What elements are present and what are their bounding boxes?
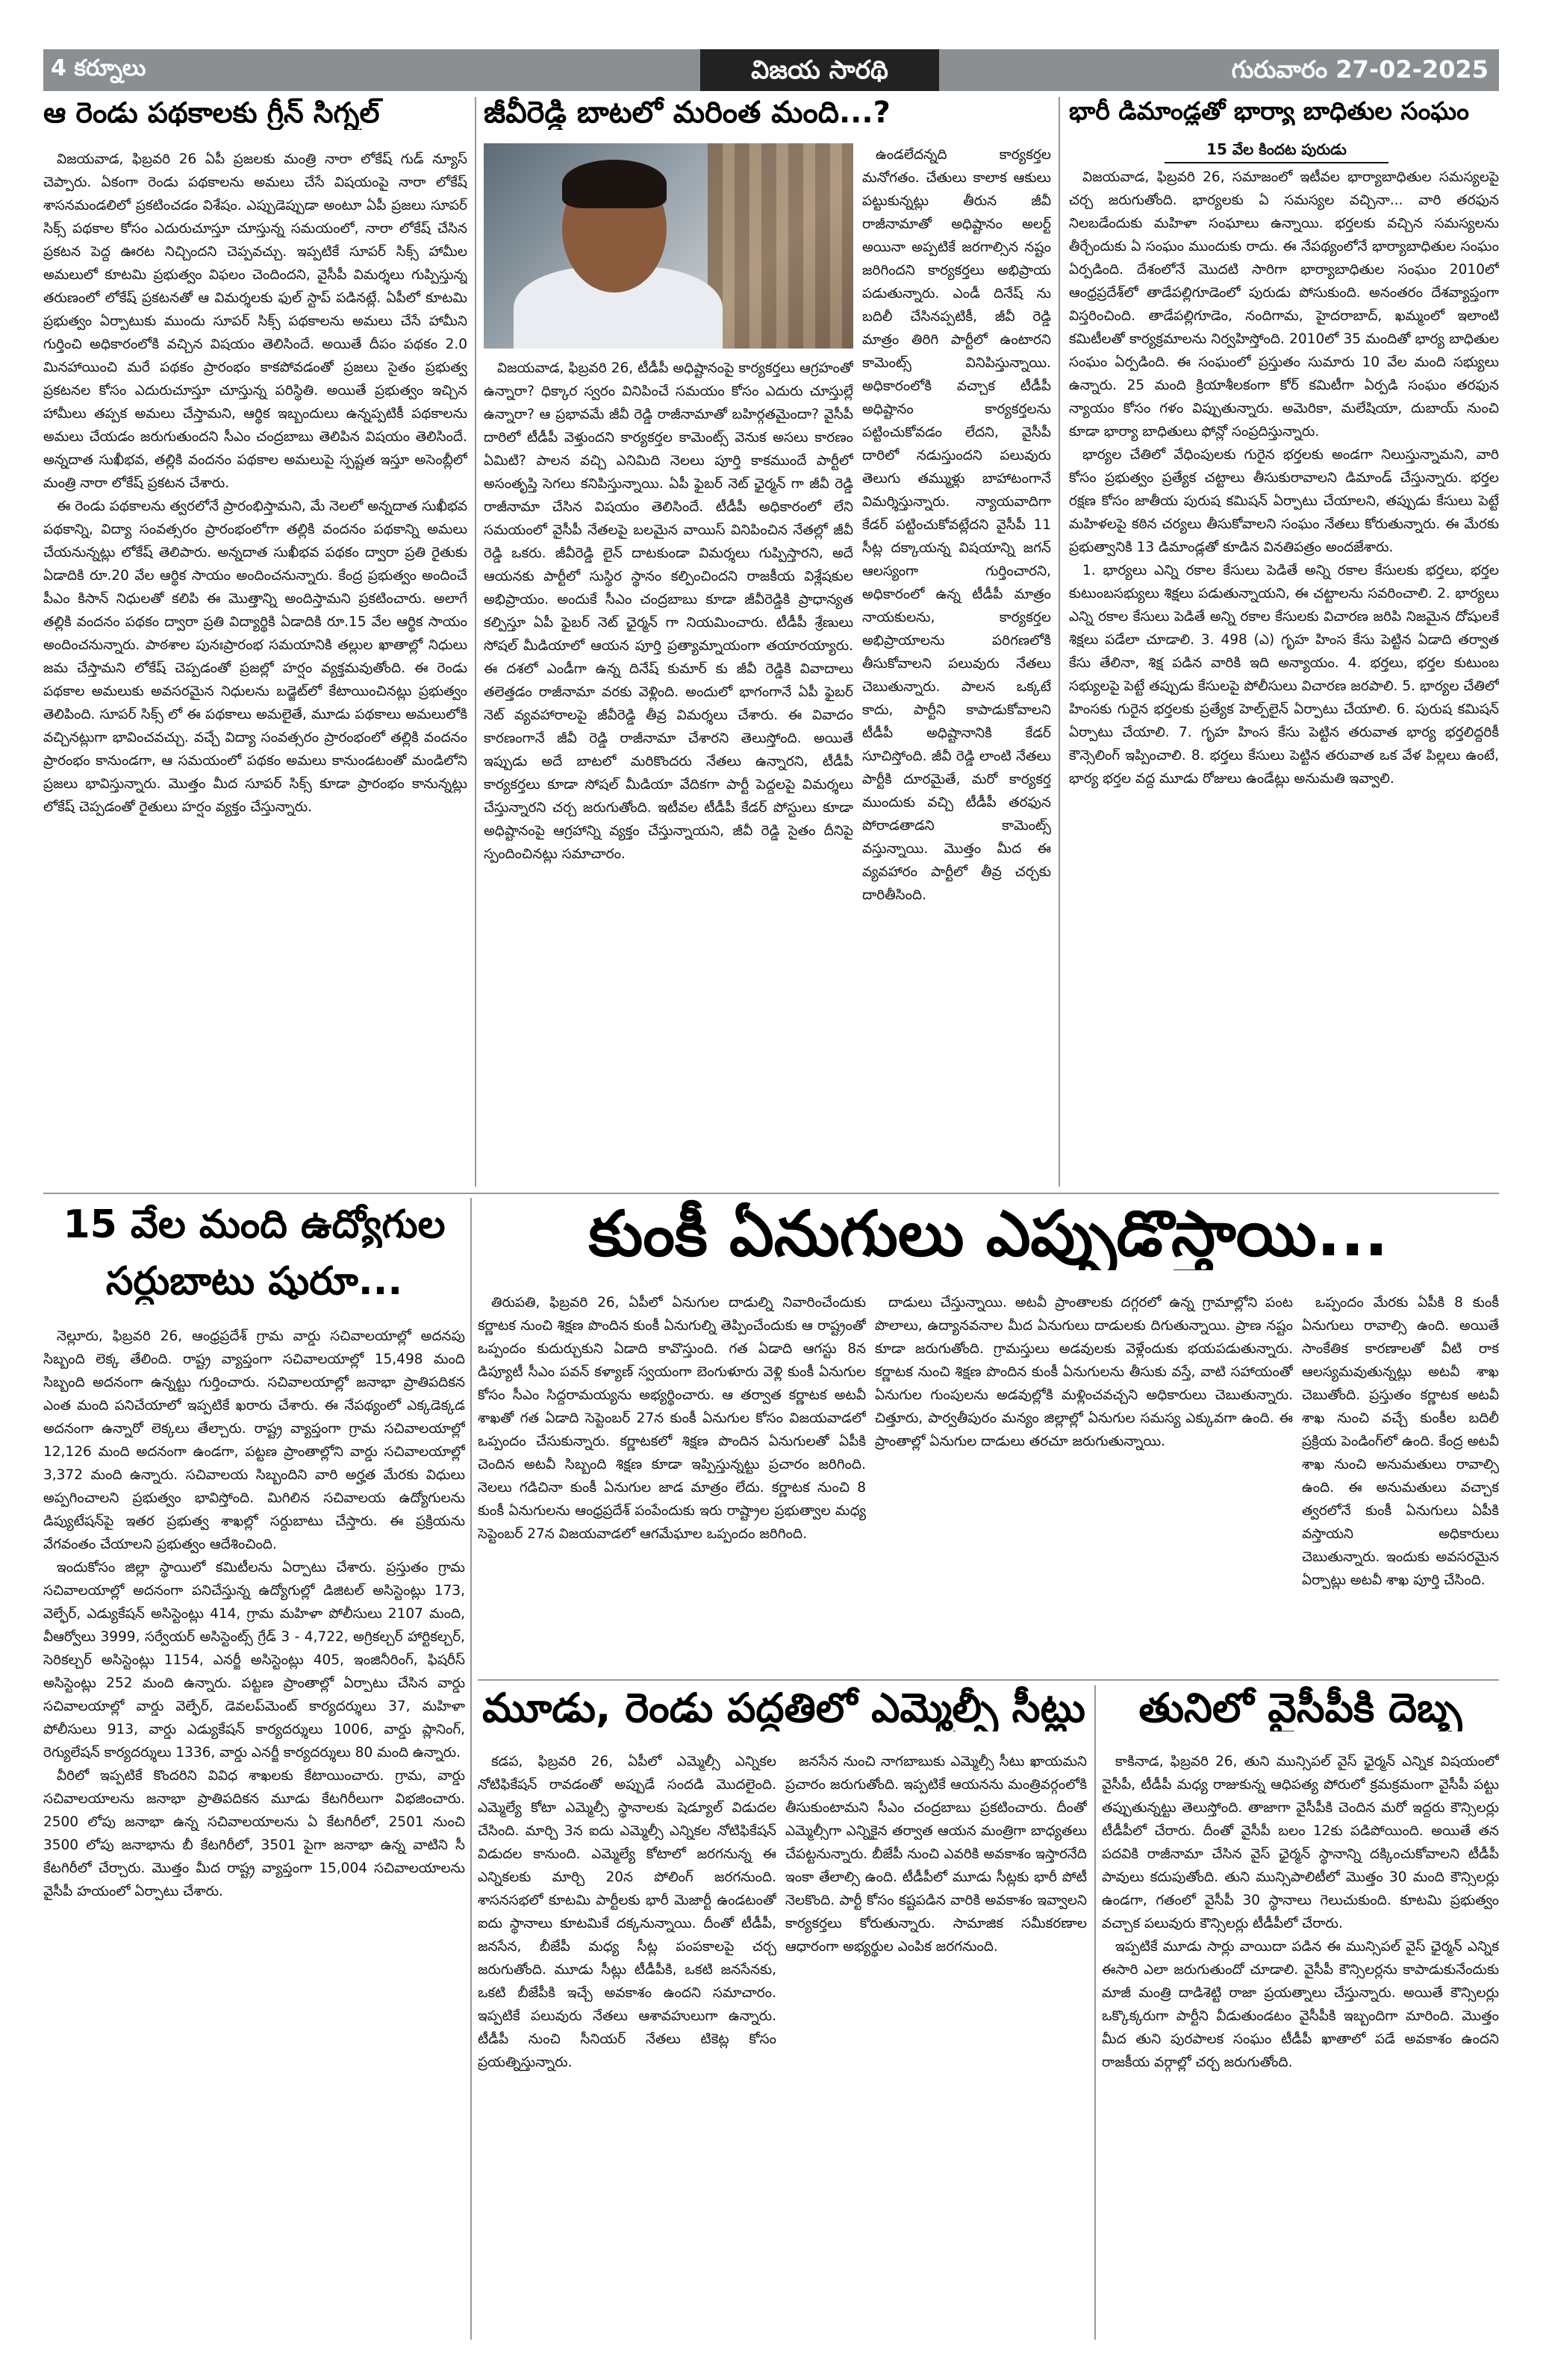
article4-paragraph: తిరుపతి, ఫిబ్రవరి 26, ఏపీలో ఏనుగుల దాడుల్ని నివారించేందుకు కర్ణాటక నుంచి శిక్షణ పొందిన కుంకీ ఏనుగుల్ని తెప్పించేందుకు ఆ రాష్ట్రంతో ఒప్పందం కుదుర్చుకుని ఏడాది కావొస్తుంది. గత ఏడాది ఆగస్టు 8న డిప్యూటీ సీఎం పవన్ కళ్యాణ్ స్వయంగా బెంగుళూరు వెళ్లి కుంకీ ఏనుగుల కోసం సీఎం సిద్దరామయ్యను అభ్యర్థించారు. ఆ తర్వాత కర్ణాటక అటవీ శాఖతో గత ఏడాది సెప్టెంబర్ 27న కుంకీ ఏనుగుల కోసం విజయవాడలో ఒప్పందం చేసుకున్నారు. కర్ణాటకలో శిక్షణ పొందిన ఏనుగులతో ఏపీకి చెందిన అటవీ సిబ్బంది శిక్షణ కూడా ఇప్పిస్తున్నట్టు ప్రచారం జరిగింది. నెలలు గడిచినా కుంకీ ఏనుగుల జాడ మాత్రం లేదు. కర్ణాటక నుంచి 8 కుంకీ ఏనుగులను ఆంధ్రప్రదేశ్ పంపేందుకు ఇరు రాష్ట్రాల ప్రభుత్వాల మధ్య సెప్టెంబర్ 27న విజయవాడలో ఆగమేఘాల ఒప్పందం జరిగింది. (478, 1295, 866, 1542)
article3-subhead: 15 వేల కిందట పురుడు (1165, 140, 1388, 163)
article4-col1 (478, 1291, 866, 1672)
article4-col2 (875, 1291, 1293, 1672)
article7-paragraph: ఇప్పటికే మూడు సార్లు వాయిదా పడిన ఈ మున్సిపల్ వైస్ ఛైర్మన్ ఎన్నిక ఈసారి ఎలా జరుగుతుందో చూడాలి. వైసీపీ కౌన్సిలర్లను కాపాడుకునేందుకు మాజీ మంత్రి దాడిశెట్టి రాజా ప్రయత్నాలు చేస్తున్నారు. అయితే కౌన్సిలర్లు ఒక్కొక్కరుగా పార్టీని వీడుతుండటం వైసీపీకి ఇబ్బందిగా మారింది. మొత్తం మీద తుని పురపాలక సంఘం టీడీపీ ఖాతాలో పడే అవకాశం ఉందని రాజకీయ వర్గాల్లో చర్చ జరుగుతోంది. (1102, 1939, 1499, 2070)
column-divider (470, 1198, 472, 2340)
article3-paragraph: 1. భార్యలు ఎన్ని రకాల కేసులు పెడితే అన్ని రకాల కేసులకు భర్తలు, భర్తల కుటుంబసభ్యులు శిక్షలు పడుతున్నాయని, ఈ చట్టాలను సవరించాలి. 2. భార్యలు ఎన్ని రకాల కేసులు పెడితే అన్ని రకాల కేసులకు విచారణ జరిపి నిజమైన దోషులకే శిక్షలు పడేలా చూడాలి. 3. 498 (ఎ) గృహ హింస కేసు పెట్టిన ఏడాది తర్వాత కేసు తేలినా, శిక్ష పడిన వారికి ఇది అన్యాయం. 4. భర్తలు, భర్తల కుటుంబ సభ్యులపై పెట్టే తప్పుడు కేసులపై పోలీసులు విచారణ జరపాలి. 5. భార్యల చేతిలో హింసకు గురైన భర్తలకు ప్రత్యేక హెల్ప్‌లైన్ ఏర్పాటు చేయాలి. 6. పురుష కమిషన్ ఏర్పాటు చేయాలి. 7. గృహ హింస కేసు పెట్టిన తరువాత భార్య భర్తలిద్దరికీ కౌన్సెలింగ్ ఇప్పించాలి. 8. భర్తలు కేసులు పెట్టిన తరువాత ఒక వేళ పిల్లలు ఉంటే, భార్య భర్తల వద్ద మూడు రోజులు ఉండేట్లు అనుమతి ఇవ్వాలి. (1069, 563, 1499, 787)
article3-body (1069, 166, 1499, 1187)
article2-paragraph: ఉండలేదన్నది కార్యకర్తల మనోగతం. చేతులు కాలాక ఆకులు పట్టుకున్నట్లు తీరున జీవీ రాజీనామాతో అధిష్టానం అలర్ట్ అయినా అప్పటికే జరగాల్సిన నష్టం జరిగిందని కార్యకర్తలు అభిప్రాయ పడుతున్నారు. ఎండీ దినేష్ ను బదిలీ చేసినప్పటికీ, జీవీ రెడ్డి మాత్రం తిరిగి పార్టీలో ఉంటారని కామెంట్స్ వినిపిస్తున్నాయి. అధికారంలోకి వచ్చాక టీడీపీ అధిష్టానం కార్యకర్తలను పట్టించుకోవడం లేదని, వైసీపీ దారిలో నడుస్తుందని పలువురు తెలుగు తమ్ముళ్లు బాహాటంగానే విమర్శిస్తున్నారు. న్యాయవాదిగా కేడర్ పట్టించుకోవట్లేదని వైసీపీ 11 సీట్ల దక్కాయన్న విషయాన్ని జగన్ ఆలస్యంగా గుర్తించారని, అధికారంలో ఉన్న టీడీపీ మాత్రం నాయకులను, కార్యకర్తల అభిప్రాయాలను పరిగణలోకి తీసుకోవాలని పలువురు నేతలు చెబుతున్నారు. పాలన ఒక్కటే కాదు, పార్టీని కాపాడుకోవాలని టీడీపీ అధిష్టానానికి కేడర్ సూచిస్తోంది. జీవీ రెడ్డి లాంటి నేతలు పార్టీకి దూరమైతే, మరో కార్యకర్త ముందుకు వచ్చి టీడీపీ తరఫున పోరాడతాడని కామెంట్స్ వస్తున్నాయి. మొత్తం మీద ఈ వ్యవహారం పార్టీలో తీవ్ర చర్చకు దారితీసింది. (862, 147, 1051, 903)
column-divider (1094, 1685, 1096, 2340)
column-divider (475, 97, 476, 1187)
article5-headline-line2: సర్దుబాటు షురూ... (105, 1260, 403, 1304)
article4-headline: కుంకీ ఏనుగులు ఎప్పుడొస్తాయి... (588, 1198, 1388, 1270)
article2-headline: జీవీరెడ్డి బాటలో మరింత మంది...? (484, 96, 891, 130)
article5-headline-line1: 15 వేల మంది ఉద్యోగుల (63, 1203, 446, 1247)
article7-paragraph: కాకినాడ, ఫిబ్రవరి 26, తుని మున్సిపల్ వైస్ ఛైర్మన్ ఎన్నిక విషయంలో వైసీపీ, టీడీపీ మధ్య రాజుకున్న ఆధిపత్య పోరులో క్రమక్రమంగా వైసీపీ పట్టు తప్పుతున్నట్టు తెలుస్తోంది. తాజాగా వైసీపీకి చెందిన మరో ఇద్దరు కౌన్సిలర్లు టీడీపీలో చేరారు. దీంతో వైసీపీ బలం 12కు పడిపోయింది. అయితే తన పదవికి రాజీనామా చేసిన వైస్ ఛైర్మన్ స్థానాన్ని దక్కించుకోవాలని టీడీపీ పావులు కదుపుతోంది. తుని మున్సిపాలిటీలో మొత్తం 30 మంది కౌన్సిలర్లు ఉండగా, గతంలో వైసీపీ 30 స్థానాలు గెలుచుకుంది. కూటమి ప్రభుత్వం వచ్చాక పలువురు కౌన్సిలర్లు టీడీపీలో చేరారు. (1102, 1754, 1499, 1931)
article2-photo (484, 143, 853, 349)
article5-body (43, 1325, 465, 2340)
person-hair (562, 160, 667, 208)
article6-headline: మూడు, రెండు పద్ధతిలో ఎమ్మెల్సీ సీట్లు (482, 1685, 1085, 1731)
masthead: విజయ సారథి (700, 49, 939, 91)
article2-paragraph: విజయవాడ, ఫిబ్రవరి 26, టీడీపీ అధిష్టానంపై కార్యకర్తలు ఆగ్రహంతో ఉన్నారా? ధిక్కార స్వరం వినిపించే సమయం కోసం ఎదురు చూస్తుల్లే ఉన్నారా? ఆ ప్రభావమే జీవీ రెడ్డి రాజీనామాతో బహిర్గతమైందా? వైసీపీ దారిలో టీడీపీ వెళ్తుందని కార్యకర్తల కామెంట్స్ వెనుక అసలు కారణం ఏమిటి? పాలన వచ్చి ఎనిమిది నెలలు పూర్తి కాకముందే పార్టీలో అసంతృప్తి సెగలు కనిపిస్తున్నాయి. ఏపీ ఫైబర్ నెట్ ఛైర్మన్ గా జీవీ రెడ్డి రాజీనామా చేసిన విషయం తెలిసిందే. టీడీపీ అధికారంలో లేని సమయంలో వైసీపీ నేతలపై బలమైన వాయిస్ వినిపించిన నేతల్లో జీవీ రెడ్డి ఒకరు. జీవీరెడ్డి లైన్ దాటకుండా విమర్శలు గుప్పిస్తారని, అదే ఆయనకు పార్టీలో సుస్థిర స్థానం కల్పించిందని రాజకీయ విశ్లేషకుల అభిప్రాయం. అందుకే సీఎం చంద్రబాబు కూడా జీవీరెడ్డికి ప్రాధాన్యత కల్పిస్తూ ఏపీ ఫైబర్ నెట్ ఛైర్మన్ గా నియమించారు. టీడీపీ శ్రేణులు సోషల్ మీడియాలో ఆయన పూర్తి ప్రత్యామ్నాయంగా తయారయ్యారు. ఈ దశలో ఎండీగా ఉన్న దినేష్ కుమార్ కు జీవీ రెడ్డికి వివాదాలు తలెత్తడం రాజీనామా వరకు వెళ్లింది. అందులో భాగంగానే ఏపీ ఫైబర్ నెట్ వ్యవహారాలపై జీవీరెడ్డి తీవ్ర విమర్శలు చేశారు. ఈ వివాదం కారణంగానే జీవీ రెడ్డి రాజీనామా చేశారని తెలుస్తోంది. అయితే ఇప్పుడు అదే బాటలో మరికొందరు నేతలు ఉన్నారని, టీడీపీ కార్యకర్తలు కూడా సోషల్ మీడియా వేదికగా పార్టీ పెద్దలపై విమర్శలు చేస్తున్నారని చర్చ జరుగుతోంది. ఇటీవల టీడీపీ కేడర్ పోస్టులు కూడా అధిష్టానంపై ఆగ్రహాన్ని వ్యక్తం చేస్తున్నాయని, జీవీ రెడ్డి సైతం దీనిపై స్పందించినట్లు సమాచారం. (484, 360, 853, 862)
article3-paragraph: భార్యల చేతిలో వేధింపులకు గురైన భర్తలకు అండగా నిలుస్తున్నామని, వారి కోసం ప్రభుత్వం ప్రత్యేక చట్టాలు తీసుకురావాలని డిమాండ్ చేస్తున్నారు. భర్తల రక్షణ కోసం జాతీయ పురుష కమిషన్ ఏర్పాటు చేయాలని, తప్పుడు కేసులు పెట్టే మహిళలపై కఠిన చర్యలు తీసుకోవాలని సంఘం నేతలు కోరుతున్నారు. ఈ మేరకు ప్రభుత్వానికి 13 డిమాండ్లతో కూడిన వినతిపత్రం అందజేశారు. (1069, 447, 1499, 555)
article7-body (1102, 1750, 1499, 2340)
article2-col2 (862, 143, 1051, 1187)
column-divider (1059, 97, 1060, 1187)
article7-headline: తునిలో వైసీపీకి దెబ్బ (1138, 1685, 1462, 1731)
article1-headline: ఆ రెండు పథకాలకు గ్రీన్ సిగ్నల్ (43, 97, 380, 129)
article2-col1 (484, 357, 853, 1187)
article6-paragraph: జనసేన నుంచి నాగబాబుకు ఎమ్మెల్సీ సీటు ఖాయమని ప్రచారం జరుగుతోంది. ఇప్పటికే ఆయనను మంత్రివర్గంలోకి తీసుకుంటామని సీఎం చంద్రబాబు ప్రకటించారు. దీంతో ఎమ్మెల్సీగా ఎన్నికైన తర్వాత ఆయన మంత్రిగా బాధ్యతలు చేపట్టనున్నారు. బీజేపీ నుంచి ఎవరికి అవకాశం ఇస్తారనేది ఇంకా తేలాల్సి ఉంది. టీడీపీలో మూడు సీట్లకు భారీ పోటీ నెలకొంది. పార్టీ కోసం కష్టపడిన వారికి అవకాశం ఇవ్వాలని కార్యకర్తలు కోరుతున్నారు. సామాజిక సమీకరణాల ఆధారంగా అభ్యర్థుల ఎంపిక జరగనుంది. (785, 1754, 1087, 1955)
article5-paragraph: నెల్లూరు, ఫిబ్రవరి 26, ఆంధ్రప్రదేశ్ గ్రామ వార్డు సచివాలయాల్లో అదనపు సిబ్బంది లెక్క తేలింది. రాష్ట్ర వ్యాప్తంగా సచివాలయాల్లో 15,498 మంది సిబ్బంది అదనంగా ఉన్నట్టు గుర్తించారు. సచివాలయాల్లో జనాభా ప్రాతిపదికన ఎంత మంది పనిచేయాలో ఇప్పటికే ఖరారు చేశారు. ఈ నేపథ్యంలో ఎక్కడెక్కడ అదనంగా ఉన్నారో లెక్కలు తేల్చారు. రాష్ట్ర వ్యాప్తంగా గ్రామ సచివాలయాల్లో 12,126 మంది అదనంగా ఉండగా, పట్టణ ప్రాంతాల్లోని వార్డు సచివాలయాల్లో 3,372 మంది ఉన్నారు. సచివాలయ సిబ్బందిని వారి అర్హత మేరకు విధులు అప్పగించాలని ప్రభుత్వం భావిస్తోంది. మిగిలిన సచివాలయ ఉద్యోగులను డిప్యుటేషన్‌పై ఇతర ప్రభుత్వ శాఖల్లో సర్దుబాటు చేస్తారు. ఈ ప్రక్రియను వేగవంతం చేయాలని ప్రభుత్వం ఆదేశించింది. (43, 1328, 465, 1552)
article6-col1 (478, 1750, 776, 2340)
article5-paragraph: ఇందుకోసం జిల్లా స్థాయిలో కమిటీలను ఏర్పాటు చేశారు. ప్రస్తుతం గ్రామ సచివాలయాల్లో అదనంగా పనిచేస్తున్న ఉద్యోగుల్లో డిజిటల్ అసిస్టెంట్లు 173, వెల్ఫేర్, ఎడ్యుకేషన్ అసిస్టెంట్లు 414, గ్రామ మహిళా పోలీసులు 2107 మంది, వీఆర్వోలు 3999, సర్వేయర్ అసిస్టెంట్స్ గ్రేడ్ 3 - 4,722, అగ్రికల్చర్ హార్టికల్చర్, సెరికల్చర్ అసిస్టెంట్లు 1154, ఎనర్జీ అసిస్టెంట్లు 405, ఇంజినీరింగ్, ఫిషరీస్ అసిస్టెంట్లు 252 మంది ఉన్నారు. పట్టణ ప్రాంతాల్లో ఏర్పాటు చేసిన వార్డు సచివాలయాల్లో వార్డు వెల్ఫేర్, డెవలప్‌మెంట్ కార్యదర్శులు 37, మహిళా పోలీసులు 913, వార్డు ఎడ్యుకేషన్ కార్యదర్శులు 1006, వార్డు ప్లానింగ్, రెగ్యులేషన్ కార్యదర్శులు 1336, వార్డు ఎనర్జీ కార్యదర్శులు 80 మంది ఉన్నారు. (43, 1560, 465, 1761)
header-bar (43, 49, 1499, 91)
article1-paragraph: ఈ రెండు పథకాలను త్వరలోనే ప్రారంభిస్తామని, మే నెలలో అన్నదాత సుఖీభవ పథకాన్ని, విద్యా సంవత్సరం ప్రారంభంలోగా తల్లికి వందనం పథకాన్ని అమలు చేయనున్నట్లు లోకేష్ తెలిపారు. అన్నదాత సుఖీభవ పథకం ద్వారా ప్రతి రైతుకు ఏడాదికి రూ.20 వేల ఆర్థిక సాయం అందించనున్నారు. కేంద్ర ప్రభుత్వం అందించే పీఎం కిసాన్ నిధులతో కలిపి ఈ మొత్తాన్ని అందిస్తామని ప్రకటించారు. అలాగే తల్లికి వందనం పథకం ద్వారా ప్రతి విద్యార్థికి ఏడాదికి రూ.15 వేల ఆర్థిక సాయం అందించనున్నారు. పాఠశాల పునఃప్రారంభ సమయానికి తల్లుల ఖాతాల్లో నిధులు జమ చేస్తామని లోకేష్ చెప్పడంతో ప్రజల్లో హర్షం వ్యక్తమవుతోంది. ఈ రెండు పథకాల అమలుకు అవసరమైన నిధులను బడ్జెట్‌లో కేటాయించినట్లు ప్రభుత్వం తెలిపింది. సూపర్ సిక్స్ లో ఈ పథకాలు అమలైతే, మూడు పథకాలు అమలులోకి వచ్చినట్లుగా భావించవచ్చు. వచ్చే విద్యా సంవత్సరం ప్రారంభంలో తల్లికి వందనం ప్రారంభం కానుండగా, ఆ సమయంలో పథకం అమలు కానుండటంతో మండిలోని ప్రజలు భావిస్తున్నారు. మొత్తం మీద సూపర్ సిక్స్ కూడా ప్రారంభం కానున్నట్లు లోకేష్ చెప్పడంతో రైతులు హర్షం వ్యక్తం చేస్తున్నారు. (43, 499, 467, 815)
bookshelf-background (708, 143, 853, 349)
article1-paragraph: విజయవాడ, ఫిబ్రవరి 26 ఏపీ ప్రజలకు మంత్రి నారా లోకేష్ గుడ్ న్యూస్ చెప్పారు. ఏకంగా రెండు పథకాలను అమలు చేసే విషయంపై నారా లోకేష్ శాసనమండలిలో ప్రకటించడం విశేషం. ఎప్పుడెప్పుడా అంటూ ఏపీ ప్రజలు సూపర్ సిక్స్ పథకాల కోసం ఎదురుచూస్తూ చూస్తున్న సమయంలో, నారా లోకేష్ చేసిన ప్రకటన పెద్ద ఊరట నిచ్చిందని చెప్పవచ్చు. ఇప్పటికే సూపర్ సిక్స్ హామీల అమలులో కూటమి ప్రభుత్వం విఫలం చెందిందని, వైసీపీ విమర్శలు గుప్పిస్తున్న తరుణంలో లోకేష్ ప్రకటనతో ఆ విమర్శలకు ఫుల్ స్టాప్ పడినట్లే. ఏపీలో కూటమి ప్రభుత్వం ఏర్పాటుకు ముందు సూపర్ సిక్స్ పథకాలను అమలు చేసే హామీని గుర్తించి అధికారంలోకి వచ్చిన విషయం తెలిసిందే. అయితే దీపం పథకం 2.0 మినహాయించి మరే పథకం ప్రారంభం కాకపోవడంతో ప్రజలు సైతం ప్రభుత్వ ప్రకటనల కోసం ఎదురుచూస్తూ చూస్తున్న పరిస్థితి. అయితే ప్రభుత్వం ఇచ్చిన హామీలు తప్పక అమలు చేస్తామని, ఆర్థిక ఇబ్బందులు ఉన్నప్పటికీ పథకాలను అమలు చేయడం జరుగుతుందని సీఎం చంద్రబాబు తెలిపిన విషయం తెలిసిందే. అన్నదాత సుఖీభవ, తల్లికి వందనం పథకాల అమలుపై స్పష్టత ఇస్తూ అసెంబ్లీలో మంత్రి నారా లోకేష్ ప్రకటన చేశారు. (43, 152, 467, 491)
article4-col3 (1302, 1291, 1499, 1672)
article3-paragraph: విజయవాడ, ఫిబ్రవరి 26, సమాజంలో ఇటీవల భార్యాబాధితుల సమస్యలపై చర్చ జరుగుతోంది. భార్యలకు ఏ సమస్యల వచ్చినా... వారి తరఫున నిలబడేందుకు మహిళా సంఘాలు ఉన్నాయి. భర్తలకు వచ్చిన సమస్యలను తీర్చేందుకు ఏ సంఘం ముందుకు రాదు. ఈ నేపథ్యంలోనే భార్యాబాధితుల సంఘం ఏర్పడింది. దేశంలోనే మొదటి సారిగా భార్యాబాధితుల సంఘం 2010లో ఆంధ్రప్రదేశ్‌లో తాడేపల్లిగూడెంలో పురుడు పోసుకుంది. అనంతరం దేశవ్యాప్తంగా విస్తరించింది. తాడేపల్లిగూడెం, నందిగామ, హైదరాబాద్, ఖమ్మంలో ఇలాంటి కమిటీలతో కార్యక్రమాలను నిర్వహిస్తోంది. 2010లో 35 మందితో భార్య బాధితుల సంఘం ఏర్పడింది. ఈ సంఘంలో ప్రస్తుతం సుమారు 10 వేల మంది సభ్యులు ఉన్నారు. 25 మంది క్రియాశీలకంగా కోర్ కమిటీగా ఏర్పడి సంఘం తరఫున న్యాయం కోసం గళం విప్పుతున్నారు. అమెరికా, మలేషియా, దుబాయ్ నుంచి కూడా భార్యా బాధితులు ఫోన్లో సంప్రదిస్తున్నారు. (1069, 169, 1499, 440)
article4-paragraph: ఒప్పందం మేరకు ఏపీకి 8 కుంకీ ఏనుగులు రావాల్సి ఉంది. అయితే సాంకేతిక కారణాలతో వీటి రాక ఆలస్యమవుతున్నట్లు అటవీ శాఖ చెబుతోంది. ప్రస్తుతం కర్ణాటక అటవీ శాఖ నుంచి వచ్చే కుంకీల బదిలీ ప్రక్రియ పెండింగ్‌లో ఉంది. కేంద్ర అటవీ శాఖ నుంచి అనుమతులు రావాల్సి ఉంది. ఈ అనుమతులు వచ్చాక త్వరలోనే కుంకీ ఏనుగులు ఏపీకి వస్తాయని అధికారులు చెబుతున్నారు. ఇందుకు అవసరమైన ఏర్పాట్లు అటవీ శాఖ పూర్తి చేసింది. (1302, 1295, 1499, 1588)
article5-paragraph: వీరిలో ఇప్పటికే కొందరిని వివిధ శాఖలకు కేటాయించారు. గ్రామ, వార్డు సచివాలయాలను జనాభా ప్రాతిపదికన మూడు కేటగిరీలుగా విభజించారు. 2500 లోపు జనాభా ఉన్న సచివాలయాలను ఏ కేటగిరీలో, 2501 నుంచి 3500 లోపు జనాభాను బీ కేటగిరీలో, 3501 పైగా జనాభా ఉన్న వాటిని సీ కేటగిరీలో చేర్చారు. మొత్తం మీద రాష్ట్ర వ్యాప్తంగా 15,004 సచివాలయాలను వైసీపీ హయంలో ఏర్పాటు చేశారు. (43, 1768, 465, 1899)
row-divider (478, 1679, 1499, 1681)
article4-paragraph: దాడులు చేస్తున్నాయి. అటవీ ప్రాంతాలకు దగ్గరలో ఉన్న గ్రామాల్లోని పంట పొలాలు, ఉద్యానవనాల మీద ఏనుగులు దాడులకు దిగుతున్నాయి. ప్రాణ నష్టం కూడా జరుగుతోంది. గ్రామస్తులు అడవులకు వెళ్లేందుకు భయపడుతున్నారు. కర్ణాటక నుంచి శిక్షణ పొందిన కుంకీ ఏనుగులను తీసుకు వస్తే, వాటి సహాయంతో ఏనుగుల గుంపులను అడవుల్లోకి మళ్లించవచ్చని అధికారులు చెబుతున్నారు. చిత్తూరు, పార్వతీపురం మన్యం జిల్లాల్లో ఏనుగుల సమస్య ఎక్కువగా ఉంది. ఈ ప్రాంతాల్లో ఏనుగుల దాడులు తరచూ జరుగుతున్నాయి. (875, 1295, 1293, 1449)
article6-col2 (785, 1750, 1087, 2340)
page-label: 4 కర్నూలు (51, 55, 146, 81)
article1-body (43, 148, 467, 1187)
article6-paragraph: కడప, ఫిబ్రవరి 26, ఏపీలో ఎమ్మెల్సీ ఎన్నికల నోటిఫికేషన్ రావడంతో అప్పుడే సందడి మొదలైంది. ఎమ్మెల్యే కోటా ఎమ్మెల్సీ స్థానాలకు షెడ్యూల్ విడుదల చేసింది. మార్చి 3న ఐదు ఎమ్మెల్సీ ఎన్నికల నోటిఫికేషన్ విడుదల కానుంది. ఎమ్మెల్యే కోటాలో జరగనున్న ఈ ఎన్నికలకు మార్చి 20న పోలింగ్ జరగనుంది. శాసనసభలో కూటమి పార్టీలకు భారీ మెజార్టీ ఉండటంతో ఐదు స్థానాలు కూటమికే దక్కనున్నాయి. దీంతో టీడీపీ, జనసేన, బీజేపీ మధ్య సీట్ల పంపకాలపై చర్చ జరుగుతోంది. మూడు సీట్లు టీడీపీకి, ఒకటి జనసేనకు, ఒకటి బీజేపీకి ఇచ్చే అవకాశం ఉందని సమాచారం. ఇప్పటికే పలువురు నేతలు ఆశావహులుగా ఉన్నారు. టీడీపీ నుంచి సీనియర్ నేతలు టికెట్ల కోసం ప్రయత్నిస్తున్నారు. (478, 1754, 776, 2070)
row-divider (43, 1193, 1499, 1194)
article3-headline: భారీ డిమాండ్లతో భార్యా బాధితుల సంఘం (1069, 97, 1469, 125)
issue-date: గురువారం 27-02-2025 (1231, 55, 1489, 84)
